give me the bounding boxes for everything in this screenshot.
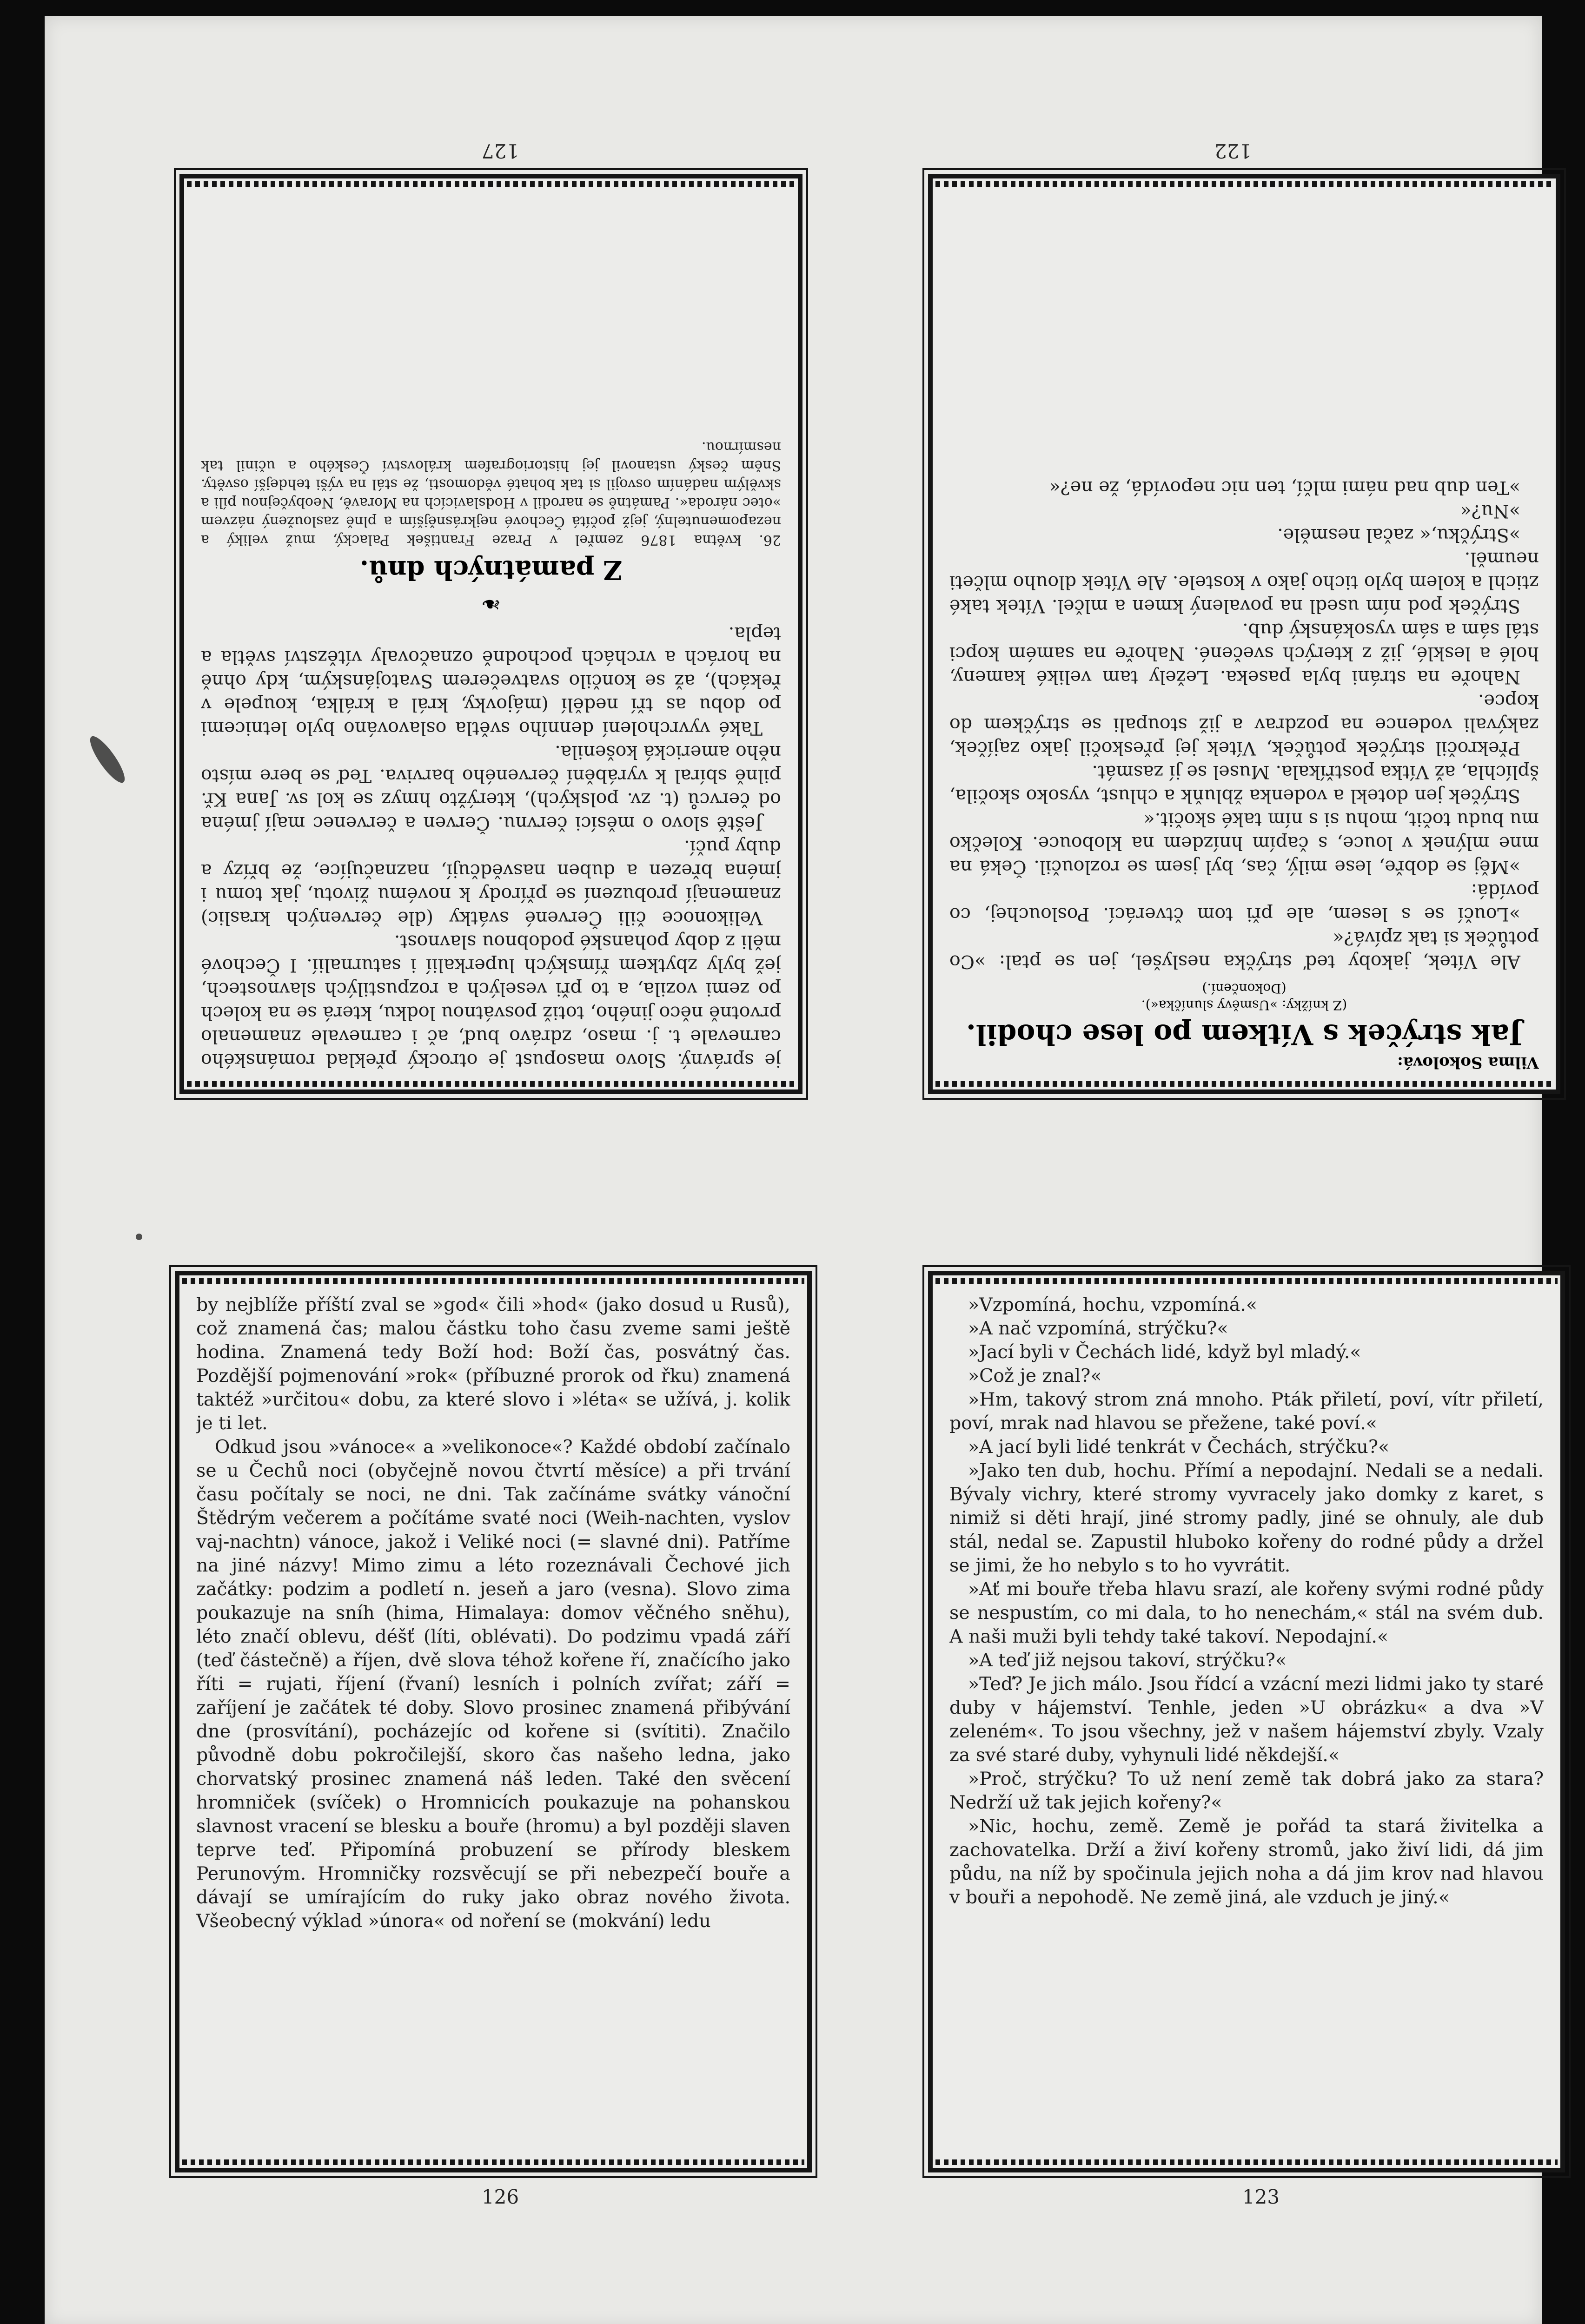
page-number-122: 122	[1214, 139, 1252, 162]
paragraph: Strýček jen dotekl a vodenka žbluňk a chlust, vysoko skočila, šplíchla, až Vítka postříkala. Musel se jí zasmát.	[949, 761, 1539, 806]
paragraph: Velikonoce čili Červené svátky (dle červených kraslic) znamenají probuzení se přírody k novému životu, jak tomu i jména březen a duben nasvědčují, naznačujíce, že břízy a duby pučí.	[201, 836, 781, 929]
paragraph: »Jací byli v Čechách lidé, když byl mladý.«	[968, 1341, 1361, 1363]
paragraph: »Strýčku,« začal nesměle.	[1277, 524, 1520, 546]
paragraph: »Nic, hochu, země. Země je pořád ta stará živitelka a zachovatelka. Drží a živí kořeny stromů, jako živí lidi, dá jim půdu, na níž by spočinula jejich noha a dá jim krov nad hlavou v bouři a nepohodě. Ne země jiná, ale vzduch je jiný.«	[949, 1816, 1544, 1908]
ink-dot	[136, 1234, 142, 1240]
paragraph: »Proč, strýčku? To už není země tak dobrá jako za stara? Nedrží už tak jejich kořeny?«	[949, 1768, 1544, 1813]
article-text-126	[196, 1293, 790, 1933]
paragraph: »Což je znal?«	[968, 1365, 1102, 1386]
section-title: Z památných dnů.	[359, 555, 623, 585]
panel-page-123	[928, 1271, 1565, 2172]
page-number-126: 126	[481, 2185, 519, 2208]
story-continuation: (Dokončení.)	[1202, 981, 1287, 996]
paragraph: »Ať mi bouře třeba hlavu srazí, ale kořeny svými rodné půdy se nespustím, co mi dala, to ho nenechám,« stál na svém dub. A naši muži byli tehdy také takoví. Nepodajní.«	[949, 1578, 1544, 1647]
page-number-127: 127	[481, 139, 519, 162]
paragraph: Také vyvrcholení denního světla oslavováno bylo letnicemi po dobu as tří nedělí (májovky, král a králka, koupele v řekách), až se končilo svatvečerem Svatojánským, kdy ohně na horách a vrchách pochodně označovaly vítězství světla a tepla.	[201, 623, 781, 739]
panel-page-126	[175, 1271, 812, 2172]
paragraph: Ale Vítek, jakoby teď strýčka neslyšel, jen se ptal: »Co potůček si tak zpívá?«	[949, 927, 1539, 972]
paragraph: »Měj se dobře, lese milý, čas, byl jsem se rozloučil. Čeká na mne mlýnek v louce, s čapím hnízdem na klobouce. Kolečko mu budu točit, mohu si s ním také skočit.«	[949, 809, 1539, 878]
paragraph: Odkud jsou »vánoce« a »velikonoce«? Každé období začínalo se u Čechů noci (obyčejně novou čtvrtí měsíce) a při trvání času počítaly se noci, ne dni. Tak začínáme svátky vánoční Štědrým večerem a počítáme svaté noci (Weih-nachten, vyslov vaj-nachtn) vánoce, jakož i Veliké noci (= slavné dni). Patříme na jiné názvy! Mimo zimu a léto rozeznávali Čechové jich začátky: podzim a podletí n. jeseň a jaro (vesna). Slovo zima poukazuje na sníh (hima, Himalaya: domov věčného sněhu), léto značí oblevu, déšť (líti, oblévati). Do podzimu vpadá září (teď částečně) a říjen, dvě slova téhož kořene ří, značícího jako říti = rujati, říjení (řvaní) lesních i polních zvířat; září = zaříjení je začátek té doby. Slovo prosinec znamená přibývání dne (prosvítání), pocházejíc od kořene si (svítiti). Značilo původně dobu pokročilejší, skoro čas našeho ledna, jako chorvatský prosinec znamená náš leden. Také den svěcení hromniček (svíček) o Hromnicích poukazuje na pohanskou slavnost vracení se blesku a bouře (hromu) a byl později slaven teprve teď. Připomíná probuzení se přírody bleskem Perunovým. Hromničky rozsvěcují se při nebezpečí bouře a dávají se umírajícím do ruky jako obraz nového života. Všeobecný výklad »února« od noření se (mokvání) ledu	[196, 1436, 790, 1932]
story-source: (Z knížky: »Usměvy sluníčka«).	[1141, 997, 1347, 1013]
section-note: 26. května 1876 zemřel v Praze František Palacký, muž veliký a nezapomenutelný, jejž počítá Čechové nejkrásnějším a plně zasloužený názvem »otec národa«. Památně se narodil v Hodslavicích na Moravě, Neobyčejnou píli a skvělým nadáním osvojil si tak bohaté vědomosti, že stál na výši tehdejší osvěty. Sněm český ustanovil jej historiografem království Českého a učinil tak nesmírnou.	[201, 439, 781, 548]
paragraph: Nahoře na stráni byla paseka. Ležely tam veliké kameny, holé a lesklé, již z kterých svečené. Nahoře na samém kopci stál sám a sám vysokánský dub.	[949, 619, 1539, 688]
paragraph: »Loučí se s lesem, ale při tom čtverácí. Poslouchej, co povídá:	[949, 880, 1539, 925]
panel-page-122-content	[949, 196, 1539, 1072]
panel-page-126-content	[196, 1293, 790, 2150]
paragraph: Ještě slovo o měsíci červnu. Červen a červenec mají jména od červců (t. zv. polských), kterýžto hmyz se kol sv. Jana Kř. pilně sbíral k vyrábění červeného barviva. Teď se bere místo něho americká košenila.	[201, 741, 781, 834]
paragraph: »Ten dub nad námi mlčí, ten nic nepovídá, že ne?«	[1049, 477, 1520, 498]
paragraph: »Jako ten dub, hochu. Přímí a nepodajní. Nedali se a nedali. Bývaly vichry, které stromy vyvracely jako domky z karet, s nimiž si děti hrají, jiné stromy padly, jiné se ohnuly, ale dub stál, nedal se. Zapustil hluboko kořeny do rodné půdy a držel se jimi, že ho nebylo s to ho vyvrátit.	[949, 1460, 1544, 1576]
page-sheet	[45, 16, 1542, 2324]
paragraph: Strýček pod ním usedl na povalený kmen a mlčel. Vítek také ztichl a kolem bylo ticho jako v kostele. Ale Vítek dlouho mlčeti neuměl.	[949, 548, 1539, 617]
paragraph: »Hm, takový strom zná mnoho. Pták přiletí, poví, vítr přiletí, poví, mrak nad hlavou se přežene, také poví.«	[949, 1389, 1544, 1434]
panel-page-123-content	[949, 1293, 1544, 2150]
story-text-122	[949, 475, 1539, 973]
author-name: Vilma Sokolová:	[1397, 1053, 1539, 1072]
page-number-123: 123	[1242, 2185, 1280, 2208]
paragraph: »A teď již nejsou takoví, strýčku?«	[968, 1650, 1287, 1671]
paragraph: Překročil strýček potůček, Vítek jej přeskočil jako zajíček, zakývali vodence na pozdrav a již stoupali se strýčkem do kopce.	[949, 690, 1539, 759]
paragraph: »A nač vzpomíná, strýčku?«	[968, 1318, 1228, 1339]
paragraph: by nejblíže příští zval se »god« čili »hod« (jako dosud u Rusů), což znamená čas; malou částku toho času zveme sami ještě hodina. Znamená tedy Boží hod: Boží čas, posvátný čas. Pozdější pojmenování »rok« (příbuzné prorok od řku) znamená taktéž »určitou« dobu, za které slovo i »léta« se užívá, j. kolik je ti let.	[196, 1294, 790, 1434]
story-text-123	[949, 1293, 1544, 1909]
article-text-127	[201, 621, 781, 1072]
panel-page-127-content	[201, 196, 781, 1072]
ink-smudge	[85, 732, 130, 787]
paragraph: »A jací byli lidé tenkrát v Čechách, strýčku?«	[968, 1436, 1390, 1458]
panel-page-122	[928, 174, 1560, 1094]
paragraph: je správný. Slovo masopust je otrocký překlad románského carnevale t. j. maso, zdrávo buď, ač i carnevale znamenalo prvotně něco jiného, totiž posvátnou lodku, která se na kolech po zemi vozila, a to při veselých a rozpustilých slavnostech, jež byly zbytkem římských luperkalií i saturnalií. I Čechové měli z doby pohanské podobnou slavnost.	[201, 931, 781, 1071]
panel-page-127	[179, 174, 802, 1094]
paragraph: »Nu?«	[1460, 501, 1520, 522]
story-title: Jak strýček s Vítkem po lese chodil.	[966, 1018, 1522, 1050]
paragraph: »Teď? Je jich málo. Jsou řídcí a vzácní mezi lidmi jako ty staré duby v hájemství. Tenhle, jeden »U obrázku« a dva »V zeleném«. To jsou všechny, jež v našem hájemství zbyly. Vzaly za své staré duby, vyhynuli lidé někdejší.«	[949, 1673, 1544, 1766]
paragraph: »Vzpomíná, hochu, vzpomíná.«	[968, 1294, 1258, 1315]
section-ornament: ❧	[481, 590, 501, 618]
